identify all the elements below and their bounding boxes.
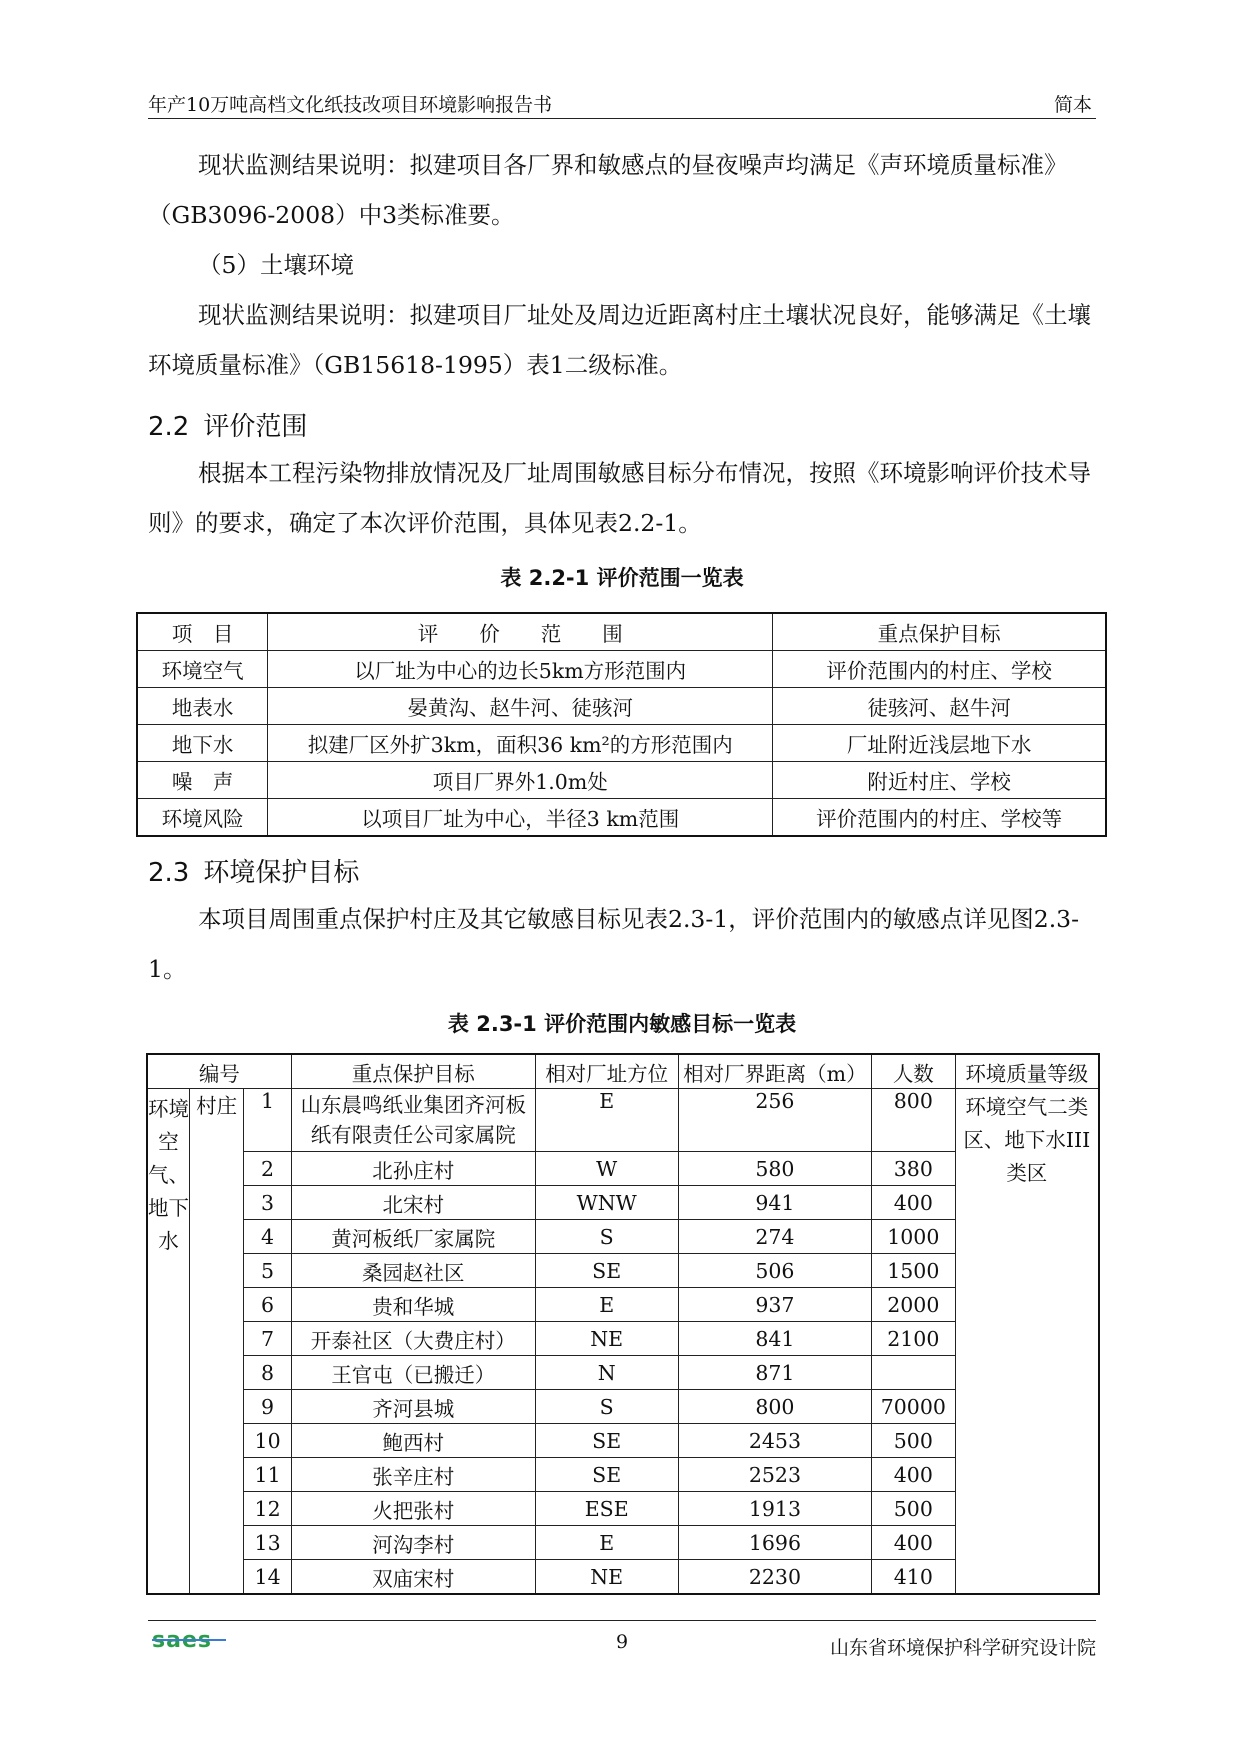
table-cell: 以项目厂址为中心，半径3 km范围: [268, 799, 773, 837]
table-cell: 齐河县城: [291, 1390, 535, 1424]
table-cell: 506: [678, 1254, 871, 1288]
table-cell: 环境风险: [137, 799, 268, 837]
table-cell: SE: [535, 1254, 678, 1288]
section-2-3-paragraph: 本项目周围重点保护村庄及其它敏感目标见表2.3-1，评价范围内的敏感点详见图2.3-1。: [148, 905, 1080, 983]
table-cell: 800: [678, 1390, 871, 1424]
table-cell: 13: [244, 1526, 292, 1560]
table-cell: E: [535, 1089, 678, 1152]
table-caption-2-3-1: 表 2.3-1 评价范围内敏感目标一览表: [447, 1012, 797, 1036]
section-2-3-body: [148, 894, 1096, 994]
table-cell: 山东晨鸣纸业集团齐河板纸有限责任公司家属院: [291, 1089, 535, 1152]
section-2-2-paragraph: 根据本工程污染物排放情况及厂址周围敏感目标分布情况，按照《环境影响评价技术导则》的要求，确定了本次评价范围，具体见表2.2-1。: [148, 459, 1091, 537]
header-cell: 重点保护目标: [773, 613, 1106, 651]
table-cell: 地表水: [137, 688, 268, 725]
table-cell: 地下水: [137, 725, 268, 762]
soil-result-paragraph: 现状监测结果说明：拟建项目厂址处及周边近距离村庄土壤状况良好，能够满足《土壤环境质量标准》（GB15618-1995）表1二级标准。: [148, 301, 1091, 379]
subgroup-label-cell: 村庄: [190, 1089, 244, 1595]
logo-text: saes: [152, 1628, 212, 1653]
header-cell: 人数: [872, 1054, 956, 1089]
table-cell: 拟建厂区外扩3km，面积36 km²的方形范围内: [268, 725, 773, 762]
header-cell: 项 目: [137, 613, 268, 651]
table-cell: 380: [872, 1152, 956, 1186]
table-cell: WNW: [535, 1186, 678, 1220]
table-cell: ESE: [535, 1492, 678, 1526]
table-cell: 5: [244, 1254, 292, 1288]
table-cell: 环境空气: [137, 651, 268, 688]
table-cell: S: [535, 1220, 678, 1254]
evaluation-scope-table: [136, 612, 1107, 837]
header-cell: 编号: [147, 1054, 291, 1089]
table-cell: 800: [872, 1089, 956, 1152]
table-cell: 1696: [678, 1526, 871, 1560]
table-row: [147, 1089, 1099, 1152]
table-cell: 1913: [678, 1492, 871, 1526]
table-cell: 火把张村: [291, 1492, 535, 1526]
table-cell: 1: [244, 1089, 292, 1152]
table-caption-2-2-1: 表 2.2-1 评价范围一览表: [500, 566, 744, 590]
table-cell: 937: [678, 1288, 871, 1322]
table-cell: 400: [872, 1186, 956, 1220]
table-cell: 500: [872, 1492, 956, 1526]
table-cell: 徒骇河、赵牛河: [773, 688, 1106, 725]
table-cell: 厂址附近浅层地下水: [773, 725, 1106, 762]
table-cell: SE: [535, 1458, 678, 1492]
table-cell: 双庙宋村: [291, 1560, 535, 1595]
table-cell: 410: [872, 1560, 956, 1595]
table-cell: NE: [535, 1322, 678, 1356]
table-cell: 桑园赵社区: [291, 1254, 535, 1288]
table-cell: 7: [244, 1322, 292, 1356]
section-title: 环境保护目标: [203, 858, 360, 888]
table-cell: NE: [535, 1560, 678, 1595]
section-number: 2.3: [148, 858, 190, 888]
section-heading-2-2: [148, 406, 307, 443]
table-cell: W: [535, 1152, 678, 1186]
table-cell: 11: [244, 1458, 292, 1492]
group-label-cell: 环境空气、地下水: [147, 1089, 190, 1595]
table-cell: 噪 声: [137, 762, 268, 799]
page-header: [148, 88, 1096, 119]
table-cell: 400: [872, 1526, 956, 1560]
sensitive-targets-table: [146, 1053, 1100, 1595]
section-number: 2.2: [148, 412, 190, 442]
table-cell: 河沟李村: [291, 1526, 535, 1560]
table-cell: 941: [678, 1186, 871, 1220]
table-row: [137, 762, 1106, 799]
table-cell: 2100: [872, 1322, 956, 1356]
page-number: 9: [615, 1631, 629, 1653]
table-cell: 274: [678, 1220, 871, 1254]
table-cell: 2453: [678, 1424, 871, 1458]
table-cell: 10: [244, 1424, 292, 1458]
noise-result-block: [148, 140, 1096, 390]
table-cell: 晏黄沟、赵牛河、徒骇河: [268, 688, 773, 725]
table-cell: 鲍西村: [291, 1424, 535, 1458]
table-cell: 871: [678, 1356, 871, 1390]
header-cell: 相对厂址方位: [535, 1054, 678, 1089]
table-cell: 黄河板纸厂家属院: [291, 1220, 535, 1254]
header-cell: 评 价 范 围: [268, 613, 773, 651]
header-cell: 相对厂界距离（m）: [678, 1054, 871, 1089]
table-cell: 500: [872, 1424, 956, 1458]
table-cell: E: [535, 1288, 678, 1322]
header-cell: 环境质量等级: [955, 1054, 1099, 1089]
page-footer: [148, 1620, 1096, 1661]
table-cell: 2: [244, 1152, 292, 1186]
table-cell: 580: [678, 1152, 871, 1186]
table-header-row: [137, 613, 1106, 651]
table-cell: 2230: [678, 1560, 871, 1595]
table-cell: 2000: [872, 1288, 956, 1322]
table-cell: 王官屯（已搬迁）: [291, 1356, 535, 1390]
table-cell: 14: [244, 1560, 292, 1595]
env-level-cell: 环境空气二类区、地下水III类区: [955, 1089, 1099, 1595]
table-cell: 400: [872, 1458, 956, 1492]
table-cell: 1500: [872, 1254, 956, 1288]
table-cell: 9: [244, 1390, 292, 1424]
table-header-row: [147, 1054, 1099, 1089]
table-cell: 256: [678, 1089, 871, 1152]
table-cell: 北孙庄村: [291, 1152, 535, 1186]
table-cell: 4: [244, 1220, 292, 1254]
table-cell: 2523: [678, 1458, 871, 1492]
table-cell: 北宋村: [291, 1186, 535, 1220]
table-cell: 6: [244, 1288, 292, 1322]
table-cell: SE: [535, 1424, 678, 1458]
table-cell: 附近村庄、学校: [773, 762, 1106, 799]
organization-name: 山东省环境保护科学研究设计院: [829, 1637, 1096, 1659]
table-row: [137, 725, 1106, 762]
table-cell: 以厂址为中心的边长5km方形范围内: [268, 651, 773, 688]
soil-subheading: （5）土壤环境: [198, 251, 354, 279]
header-cell: 重点保护目标: [291, 1054, 535, 1089]
table-cell: N: [535, 1356, 678, 1390]
edition-label: 简本: [1053, 94, 1092, 116]
section-heading-2-3: [148, 852, 359, 889]
table-cell: 1000: [872, 1220, 956, 1254]
noise-result-paragraph: 现状监测结果说明：拟建项目各厂界和敏感点的昼夜噪声均满足《声环境质量标准》（GB3096-2008）中3类标准要。: [148, 151, 1068, 229]
section-title: 评价范围: [203, 412, 308, 442]
table-cell: 8: [244, 1356, 292, 1390]
table-cell: 70000: [872, 1390, 956, 1424]
table-cell: 841: [678, 1322, 871, 1356]
table-row: [137, 651, 1106, 688]
table-cell: S: [535, 1390, 678, 1424]
table-cell: 张辛庄村: [291, 1458, 535, 1492]
table-cell: 开泰社区（大费庄村）: [291, 1322, 535, 1356]
report-title: 年产10万吨高档文化纸技改项目环境影响报告书: [148, 94, 553, 116]
table-cell: 评价范围内的村庄、学校等: [773, 799, 1106, 837]
section-2-2-body: [148, 448, 1096, 548]
table-cell: E: [535, 1526, 678, 1560]
table-cell: 贵和华城: [291, 1288, 535, 1322]
table-cell: 项目厂界外1.0m处: [268, 762, 773, 799]
table-row: [137, 688, 1106, 725]
table-cell: 评价范围内的村庄、学校: [773, 651, 1106, 688]
table-cell: 3: [244, 1186, 292, 1220]
table-cell: 12: [244, 1492, 292, 1526]
table-cell: [872, 1356, 956, 1390]
table-row: [137, 799, 1106, 837]
